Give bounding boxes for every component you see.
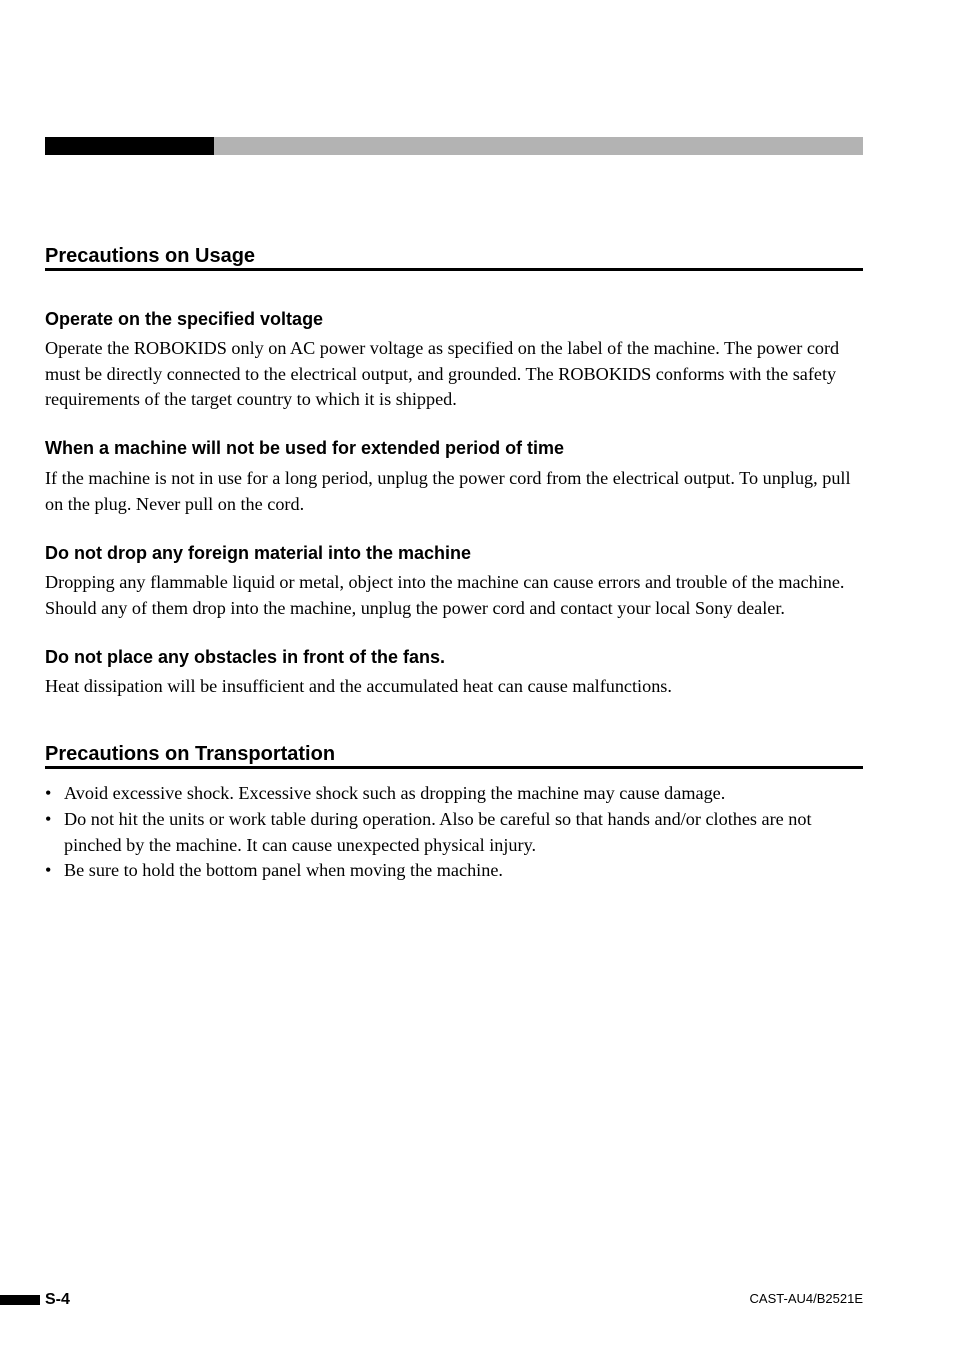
heading-extended-period: When a machine will not be used for extended period of time	[45, 438, 565, 458]
bullet-icon: •	[45, 783, 52, 803]
transportation-bullet-list	[45, 781, 867, 884]
bullet-icon: •	[45, 860, 52, 881]
bullet-icon: •	[45, 808, 52, 829]
list-item	[45, 807, 867, 859]
footer-bar	[0, 1295, 40, 1305]
list-item	[45, 781, 867, 807]
text-foreign-material: Dropping any flammable liquid or metal, object into the machine can cause errors and trouble of the machine. Should any of them drop into the machine, unplug the power cord and contact your local Sony dealer.	[45, 572, 845, 618]
section-title-usage: Precautions on Usage	[45, 245, 863, 271]
text-fan-obstacles: Heat dissipation will be insufficient and the accumulated heat can cause malfunctions.	[45, 676, 672, 696]
page-number: S-4	[45, 1291, 70, 1308]
heading-foreign-material: Do not drop any foreign material into the machine	[45, 543, 472, 563]
heading-specified-voltage: Operate on the specified voltage	[45, 309, 324, 329]
list-item	[45, 858, 867, 884]
section-title-transportation: Precautions on Transportation	[45, 743, 863, 769]
bullet-text: Be sure to hold the bottom panel when moving the machine.	[64, 860, 503, 881]
bullet-text: Avoid excessive shock. Excessive shock such as dropping the machine may cause damage.	[64, 783, 726, 803]
text-specified-voltage: Operate the ROBOKIDS only on AC power voltage as specified on the label of the machine. The power cord must be directly connected to the electrical output, and grounded. The ROBOKIDS conforms with the safety requirements of the target country to which it is shipped.	[45, 338, 840, 409]
header-bar-black-segment	[45, 137, 214, 155]
header-bar	[45, 137, 863, 155]
document-code: CAST-AU4/B2521E	[749, 1291, 863, 1306]
bullet-text: Do not hit the units or work table during operation. Also be careful so that hands and/or clothes are not pinched by the machine. It can cause unexpected physical injury.	[64, 808, 812, 855]
heading-fan-obstacles: Do not place any obstacles in front of the fans.	[45, 647, 446, 667]
text-extended-period: If the machine is not in use for a long period, unplug the power cord from the electrical output. To unplug, pull on the plug. Never pull on the cord.	[45, 468, 851, 514]
